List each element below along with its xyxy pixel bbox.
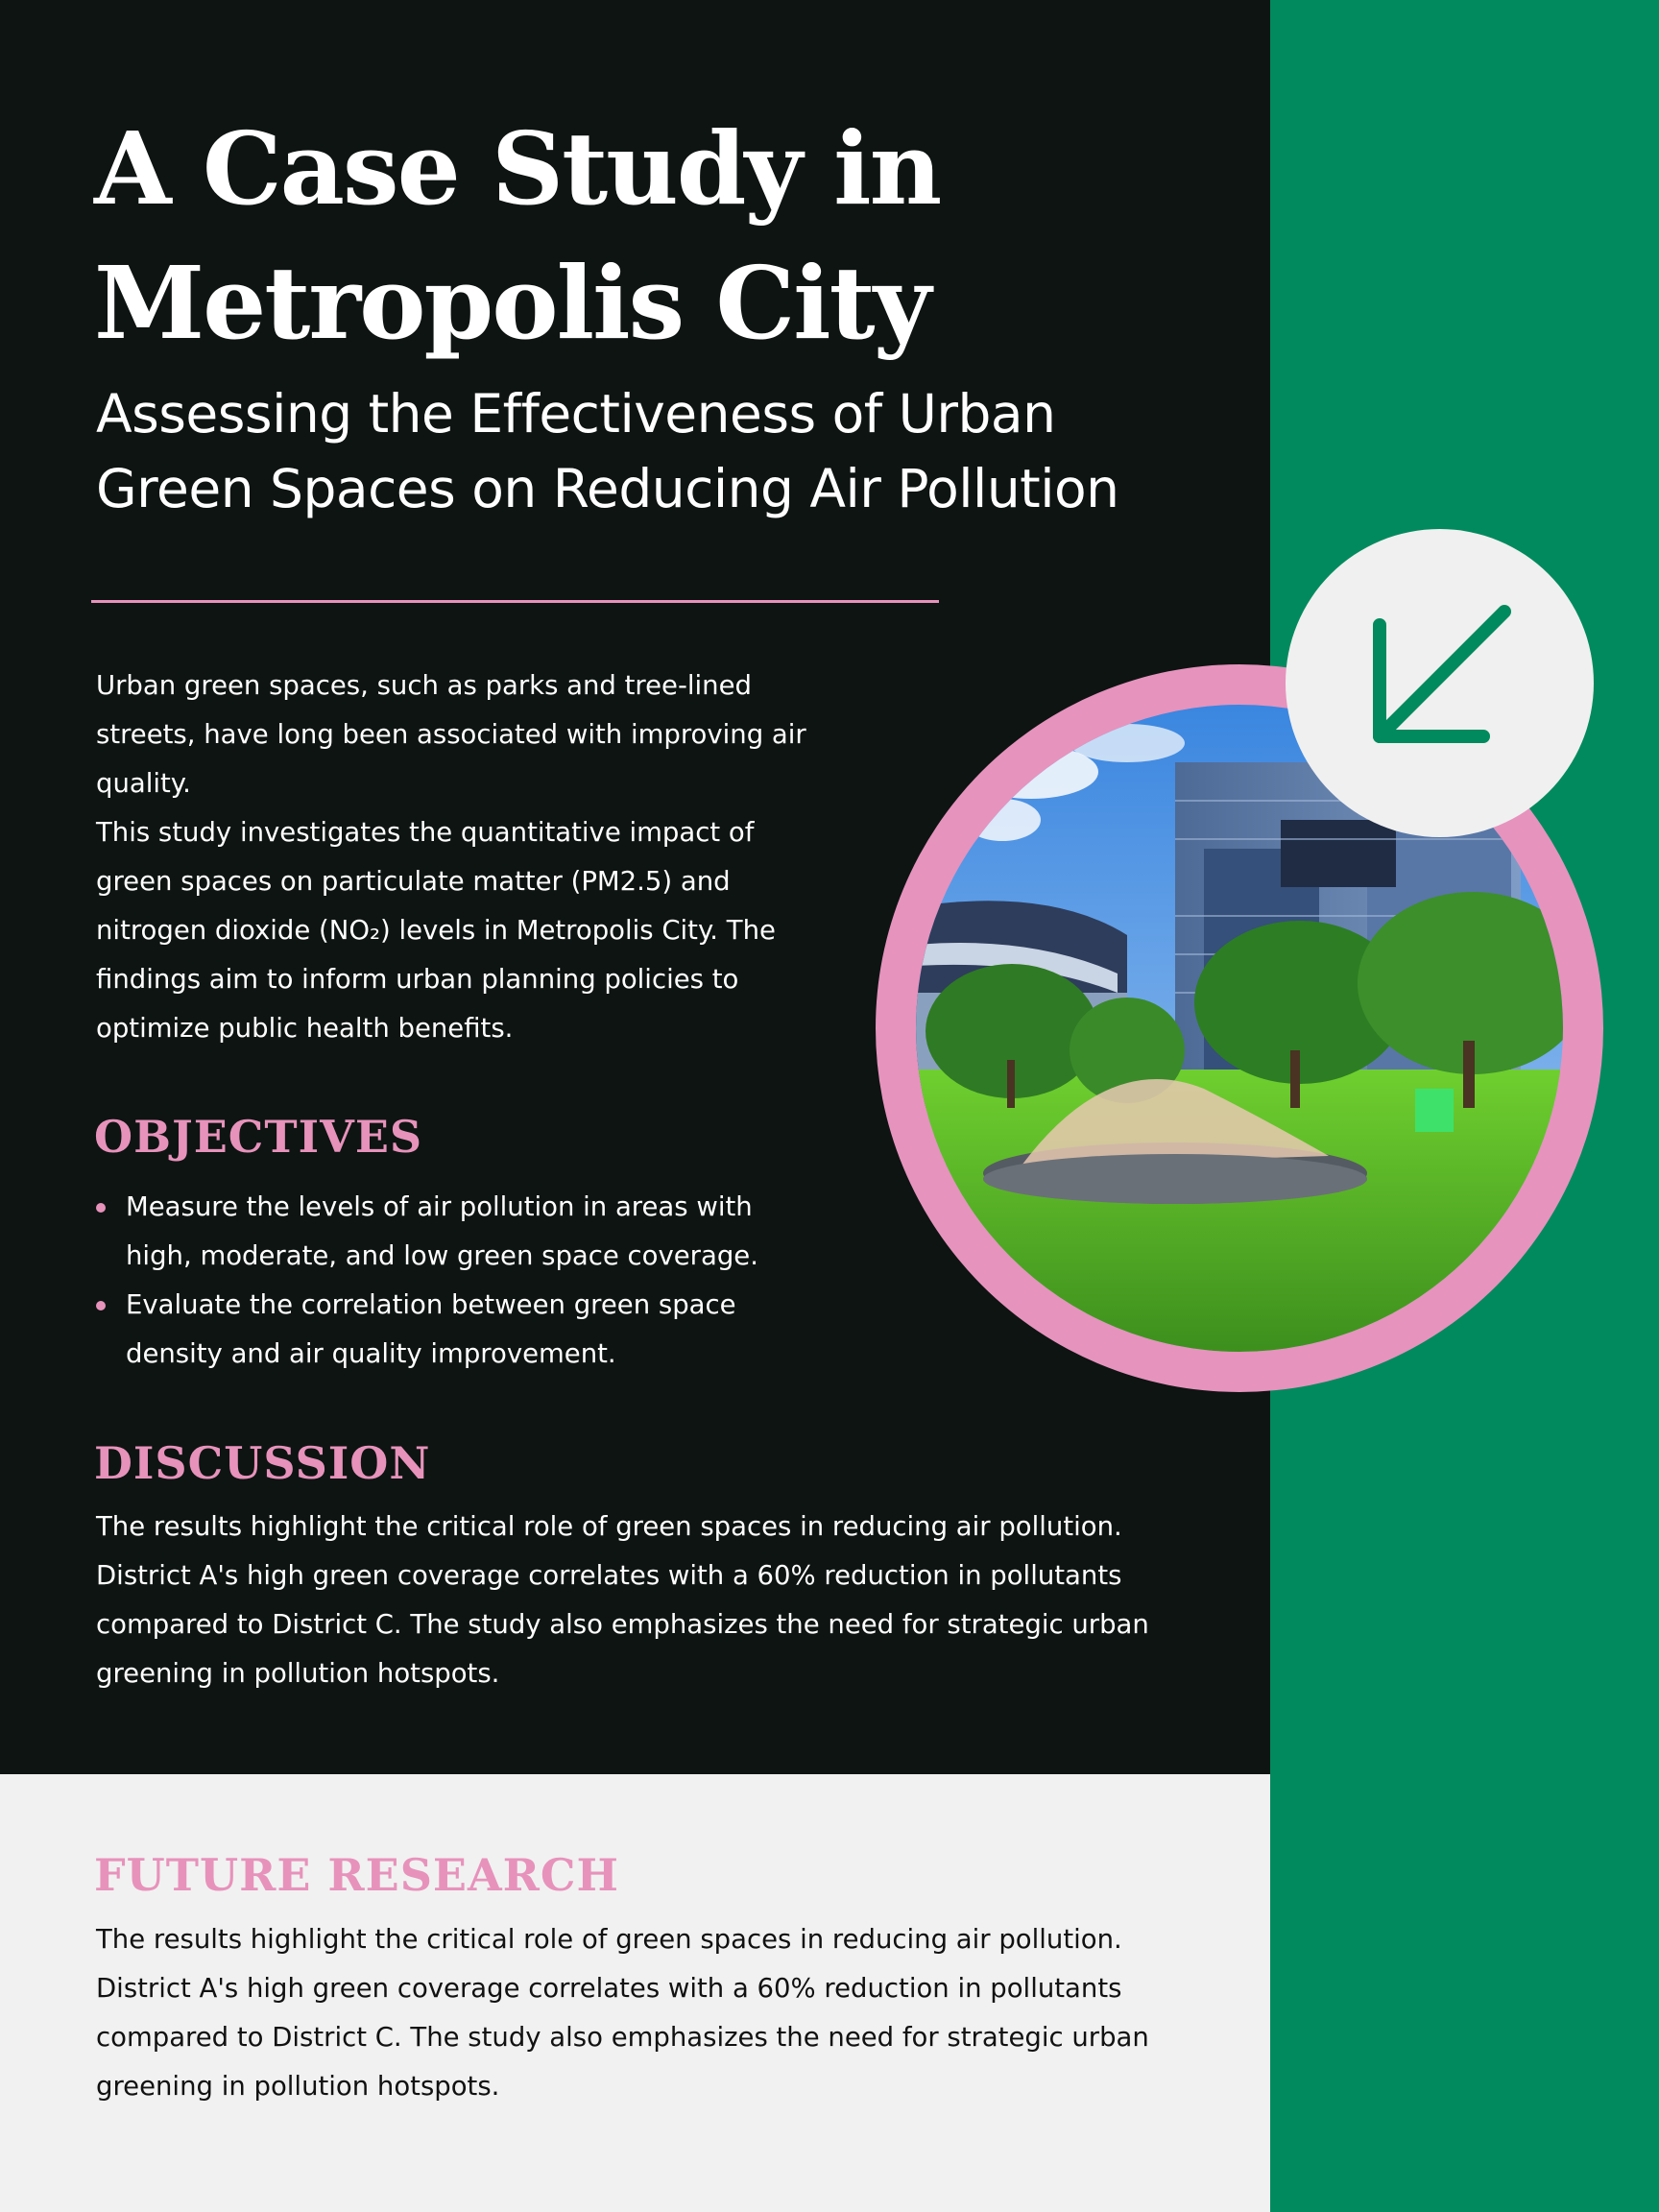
future-research-text: The results highlight the critical role of green spaces in reducing air pollution. District A's high green coverage correlates with a 60% reduction in pollutants compared to District C. The study also emphasizes the need for strategic urban greening in pollution hotspots. (96, 1924, 1149, 2102)
objective-item (96, 1183, 826, 1281)
title-line-1: A Case Study in (94, 109, 941, 228)
intro-paragraph-2: This study investigates the quantitative impact of green spaces on particulate matter (PM2.5) and nitrogen dioxide (NO₂) levels in Metropolis City. The findings aim to inform urban planning policies to optimize public health benefits. (96, 817, 776, 1044)
subtitle-line-1: Assessing the Effectiveness of Urban (96, 383, 1056, 445)
objective-item (96, 1281, 826, 1379)
future-research-heading: FUTURE RESEARCH (94, 1849, 619, 1901)
objective-text: Measure the levels of air pollution in areas with high, moderate, and low green space coverage. (126, 1191, 758, 1271)
title-line-2: Metropolis City (94, 244, 930, 362)
discussion-text: The results highlight the critical role of green spaces in reducing air pollution. District A's high green coverage correlates with a 60% reduction in pollutants compared to District C. The study also emphasizes the need for strategic urban greening in pollution hotspots. (96, 1511, 1149, 1689)
subtitle-line-2: Green Spaces on Reducing Air Pollution (96, 458, 1119, 519)
badge-circle (1286, 529, 1594, 837)
objectives-heading: OBJECTIVES (94, 1111, 423, 1163)
objective-text: Evaluate the correlation between green space density and air quality improvement. (126, 1289, 736, 1369)
intro-paragraph-1: Urban green spaces, such as parks and tree-lined streets, have long been associated with improving air quality. (96, 670, 806, 799)
objectives-list (96, 1183, 826, 1379)
arrow-down-left-icon (1286, 529, 1594, 837)
page-title (94, 102, 1198, 371)
bullet-dot-icon (96, 1203, 106, 1213)
page-subtitle (96, 376, 1200, 526)
bullet-dot-icon (96, 1301, 106, 1310)
title-divider (91, 600, 939, 603)
discussion-heading: DISCUSSION (94, 1437, 431, 1489)
